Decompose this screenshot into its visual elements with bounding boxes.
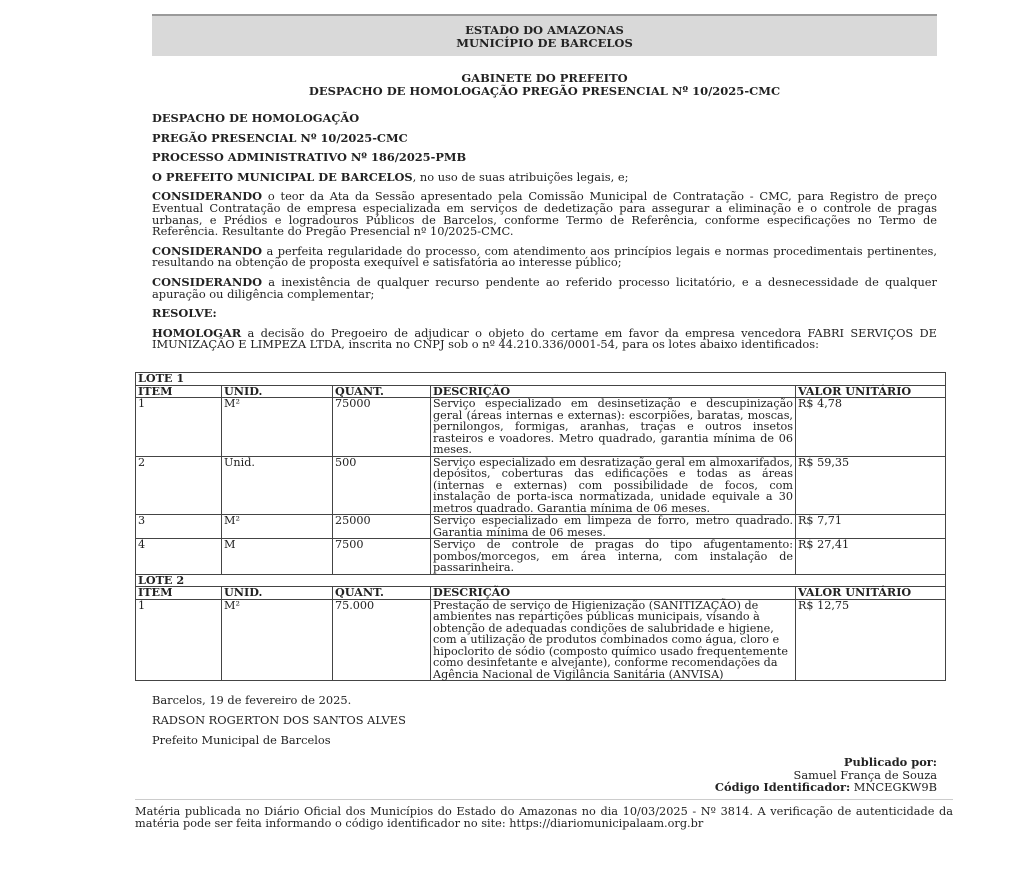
cell-desc: Serviço especializado em limpeza de forro, metro quadrado. Garantia mínima de 06 meses. — [431, 515, 796, 539]
cell-unit: M² — [222, 599, 333, 681]
homologar-text: a decisão do Pregoeiro de adjudicar o objeto do certame em favor da empresa vencedora FABRI SERVIÇOS DE IMUNIZAÇÃO E LIMPEZA LTDA, inscrita no CNPJ sob o nº 44.210.336/0001-54, para os lotes abaixo identificados: — [152, 325, 937, 352]
cell-price: R$ 59,35 — [796, 456, 946, 515]
signer-role: Prefeito Municipal de Barcelos — [152, 733, 331, 747]
consideration-lead: CONSIDERANDO — [152, 243, 263, 258]
process-number: PROCESSO ADMINISTRATIVO Nº 186/2025-PMB — [152, 150, 467, 165]
table-header-row — [136, 385, 946, 398]
consideration-lead: CONSIDERANDO — [152, 189, 263, 204]
table-row — [136, 599, 946, 681]
cell-qty: 75.000 — [333, 599, 431, 681]
header-qty: QUANT. — [333, 587, 431, 600]
consideration-text: a perfeita regularidade do processo, com atendimento aos princípios legais e normas procedimentais pertinentes, resultando na obtenção de proposta exequível e satisfatória ao interesse público; — [152, 243, 937, 270]
header-price: VALOR UNITÁRIO — [796, 385, 946, 398]
doc-type: DESPACHO DE HOMOLOGAÇÃO — [152, 111, 360, 125]
mayor-paragraph — [152, 169, 937, 184]
table-row — [136, 515, 946, 539]
lot-title: LOTE 1 — [136, 373, 946, 386]
place-date: Barcelos, 19 de fevereiro de 2025. — [152, 693, 352, 707]
document-body — [152, 113, 937, 359]
state-banner — [152, 14, 937, 56]
header-item: ITEM — [136, 385, 222, 398]
mayor-lead: O PREFEITO MUNICIPAL DE BARCELOS — [152, 169, 413, 184]
signoff — [152, 694, 652, 754]
lot-title: LOTE 2 — [136, 574, 946, 587]
signer-name: RADSON ROGERTON DOS SANTOS ALVES — [152, 713, 406, 727]
bid-number: PREGÃO PRESENCIAL Nº 10/2025-CMC — [152, 130, 408, 145]
header-unit: UNID. — [222, 587, 333, 600]
cell-item: 3 — [136, 515, 222, 539]
header-price: VALOR UNITÁRIO — [796, 587, 946, 600]
consideration-1 — [152, 191, 937, 237]
cell-qty: 75000 — [333, 398, 431, 457]
cell-unit: M² — [222, 515, 333, 539]
cell-unit: M — [222, 539, 333, 575]
table-row — [136, 456, 946, 515]
consideration-3 — [152, 274, 937, 301]
publisher-name: Samuel França de Souza — [793, 767, 937, 782]
cell-item: 1 — [136, 398, 222, 457]
lots-table — [135, 372, 946, 681]
cell-qty: 500 — [333, 456, 431, 515]
consideration-2 — [152, 243, 937, 270]
cell-price: R$ 4,78 — [796, 398, 946, 457]
code-label: Código Identificador: — [714, 780, 851, 794]
resolve-heading: RESOLVE: — [152, 306, 217, 321]
document-heading — [152, 72, 937, 98]
header-item: ITEM — [136, 587, 222, 600]
cell-item: 2 — [136, 456, 222, 515]
homologar-lead: HOMOLOGAR — [152, 325, 242, 340]
identifier-code: MNCEGKW9B — [853, 780, 937, 794]
header-desc: DESCRIÇÃO — [431, 587, 796, 600]
table-header-row — [136, 587, 946, 600]
footer-note: Matéria publicada no Diário Oficial dos Municípios do Estado do Amazonas no dia 10/03/2025 - Nº 3814. A verificação de autenticidade da matéria pode ser feita informando o código identificador no site: https://diariomunicipalaam.org.br — [135, 805, 953, 830]
cell-qty: 7500 — [333, 539, 431, 575]
state-name: ESTADO DO AMAZONAS — [465, 23, 624, 37]
consideration-text: a inexistência de qualquer recurso pendente ao referido processo licitatório, e a desnecessidade de qualquer apuração ou diligência complementar; — [152, 274, 937, 301]
publication-info — [715, 756, 937, 794]
cell-qty: 25000 — [333, 515, 431, 539]
cell-unit: M² — [222, 398, 333, 457]
municipality-name: MUNICÍPIO DE BARCELOS — [456, 36, 633, 50]
cell-desc: Serviço especializado em desratização geral em almoxarifados, depósitos, coberturas das edificações e todas as áreas (internas e externas) com possibilidade de focos, com instalação de porta-isca normatizada, unidade equivale a 30 metros quadrado. Garantia mínima de 06 meses. — [431, 456, 796, 515]
consideration-lead: CONSIDERANDO — [152, 274, 263, 289]
header-unit: UNID. — [222, 385, 333, 398]
cell-desc: Serviço de controle de pragas do tipo afugentamento: pombos/morcegos, em área interna, com instalação de passarinheira. — [431, 539, 796, 575]
header-desc: DESCRIÇÃO — [431, 385, 796, 398]
office-name: GABINETE DO PREFEITO — [461, 71, 628, 85]
mayor-text: , no uso de suas atribuições legais, e; — [412, 169, 629, 184]
cell-price: R$ 12,75 — [796, 599, 946, 681]
table-row — [136, 539, 946, 575]
cell-desc: Serviço especializado em desinsetização e descupinização geral (áreas internas e externas): escorpiões, baratas, moscas, pernilongos, formigas, aranhas, traças e outros insetos rasteiros e voadores. Metro quadrado, garantia mínima de 06 meses. — [431, 398, 796, 457]
cell-item: 4 — [136, 539, 222, 575]
published-label: Publicado por: — [843, 755, 937, 769]
cell-desc: Prestação de serviço de Higienização (SANITIZAÇÃO) de ambientes nas repartições públicas municipais, visando à obtenção de adequadas condições de salubridade e higiene, com a utilização de produtos combinados como água, cloro e hipoclorito de sódio (composto químico usado frequentemente como desinfetante e alvejante), conforme recomendações da Agência Nacional de Vigilância Sanitária (ANVISA) — [431, 599, 796, 681]
cell-price: R$ 27,41 — [796, 539, 946, 575]
table-row — [136, 398, 946, 457]
cell-price: R$ 7,71 — [796, 515, 946, 539]
document-title: DESPACHO DE HOMOLOGAÇÃO PREGÃO PRESENCIAL Nº 10/2025-CMC — [308, 84, 781, 98]
header-qty: QUANT. — [333, 385, 431, 398]
cell-unit: Unid. — [222, 456, 333, 515]
homologar-paragraph — [152, 325, 937, 352]
consideration-text: o teor da Ata da Sessão apresentado pela Comissão Municipal de Contratação - CMC, para Registro de preço Eventual Contratação de empresa especializada em serviços de dedetização para assegurar a eliminação e o controle de pragas urbanas, e Prédios e logradouros Públicos de Barcelos, conforme Termo de Referência, conforme especificações no Termo de Referência. Resultante do Pregão Presencial nº 10/2025-CMC. — [152, 189, 937, 239]
footer-divider — [135, 799, 953, 800]
identifier-line — [715, 781, 937, 794]
cell-item: 1 — [136, 599, 222, 681]
